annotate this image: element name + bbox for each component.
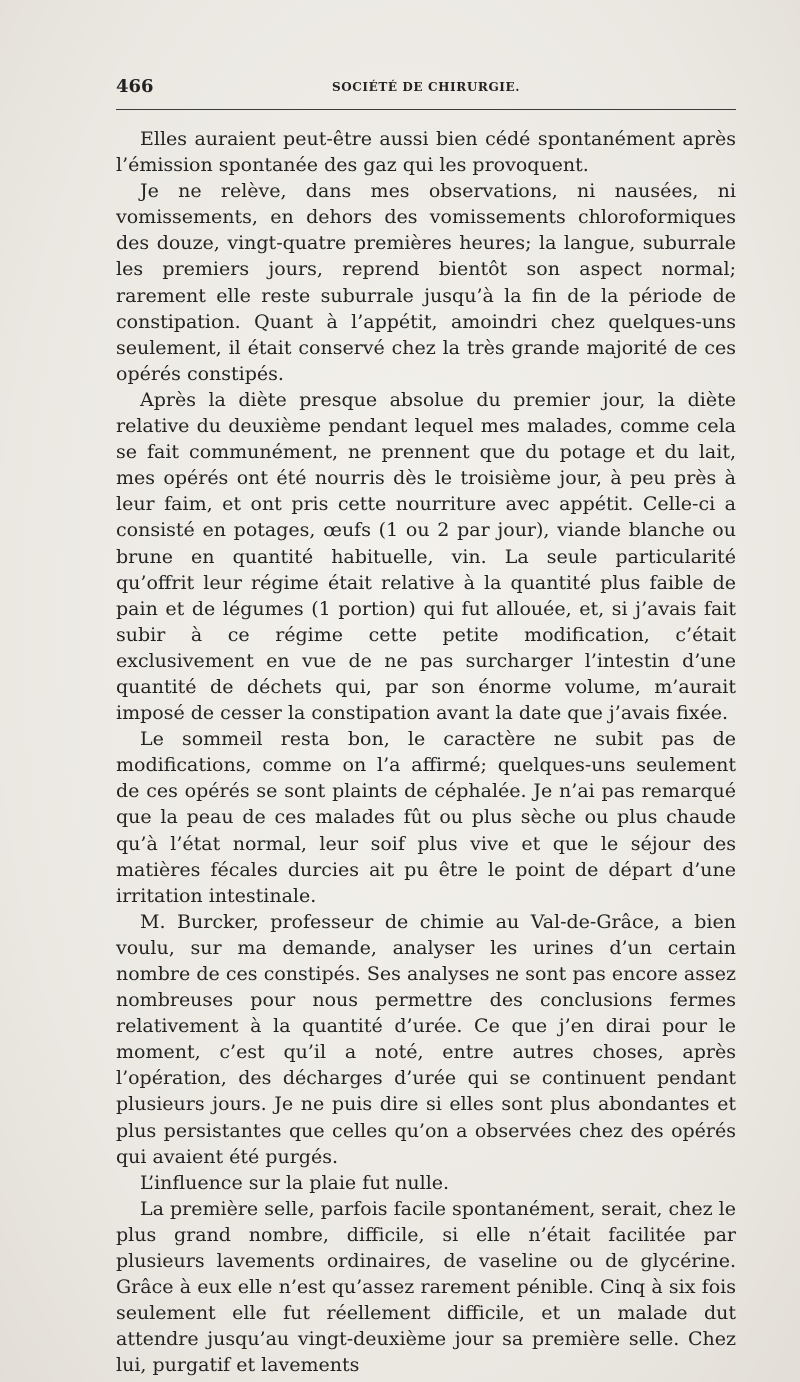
paragraph-3: Après la diète presque absolue du premier jour, la diète relative du deuxième pendant lequel mes malades, comme cela se fait communément, ne prennent que du potage et du lait, mes opérés ont été nourris dès le troisième jour, à peu près à leur faim, et ont pris cette nourriture avec appétit. Celle-ci a consisté en potages, œufs (1 ou 2 par jour), viande blanche ou brune en quantité habituelle, vin. La seule particularité qu’offrit leur régime était relative à la quantité plus faible de pain et de légumes (1 portion) qui fut allouée, et, si j’avais fait subir à ce régime cette petite modification, c’était exclusivement en vue de ne pas surcharger l’intestin d’une quantité de déchets qui, par son énorme volume, m’aurait imposé de cesser la constipation avant la date que j’avais fixée.	[116, 388, 736, 725]
paragraph-1: Elles auraient peut-être aussi bien cédé spontanément après l’émission spontanée des gaz qui les provoquent.	[116, 128, 736, 177]
paragraph-2: Je ne relève, dans mes observations, ni nausées, ni vomissements, en dehors des vomissements chloroformiques des douze, vingt-quatre premières heures; la langue, suburrale les premiers jours, reprend bientôt son aspect normal; rarement elle reste suburrale jusqu’à la fin de la période de constipation. Quant à l’appétit, amoindri chez quelques-uns seulement, il était conservé chez la très grande majorité de ces opérés constipés.	[116, 180, 736, 385]
paragraph-4: Le sommeil resta bon, le caractère ne subit pas de modifications, comme on l’a affirmé; quelques-uns seulement de ces opérés se sont plaints de céphalée. Je n’ai pas remarqué que la peau de ces malades fût ou plus sèche ou plus chaude qu’à l’état normal, leur soif plus vive et que le séjour des matières fécales durcies ait pu être le point de départ d’une irritation intestinale.	[116, 728, 736, 907]
running-title: SOCIÉTÉ DE CHIRURGIE.	[331, 80, 521, 94]
page-number: 466	[116, 76, 154, 97]
paragraph-5: M. Burcker, professeur de chimie au Val-de-Grâce, a bien voulu, sur ma demande, analyser les urines d’un certain nombre de ces constipés. Ses analyses ne sont pas encore assez nombreuses pour nous permettre des conclusions fermes relativement à la quantité d’urée. Ce que j’en dirai pour le moment, c’est qu’il a noté, entre autres choses, après l’opération, des décharges d’urée qui se continuent pendant plusieurs jours. Je ne puis dire si elles sont plus abondantes et plus persistantes que celles qu’on a observées chez des opérés qui avaient été purgés.	[116, 910, 736, 1168]
paragraph-6: L’influence sur la plaie fut nulle.	[140, 1171, 450, 1194]
running-head	[116, 76, 736, 100]
body-text	[116, 126, 736, 1379]
header-rule	[116, 109, 736, 110]
paragraph-7: La première selle, parfois facile spontanément, serait, chez le plus grand nombre, difficile, si elle n’était facilitée par plusieurs lavements ordinaires, de vaseline ou de glycérine. Grâce à eux elle n’est qu’assez rarement pénible. Cinq à six fois seulement elle fut réellement difficile, et un malade dut attendre jusqu’au vingt-deuxième jour sa première selle. Chez lui, purgatif et lavements	[116, 1197, 736, 1377]
